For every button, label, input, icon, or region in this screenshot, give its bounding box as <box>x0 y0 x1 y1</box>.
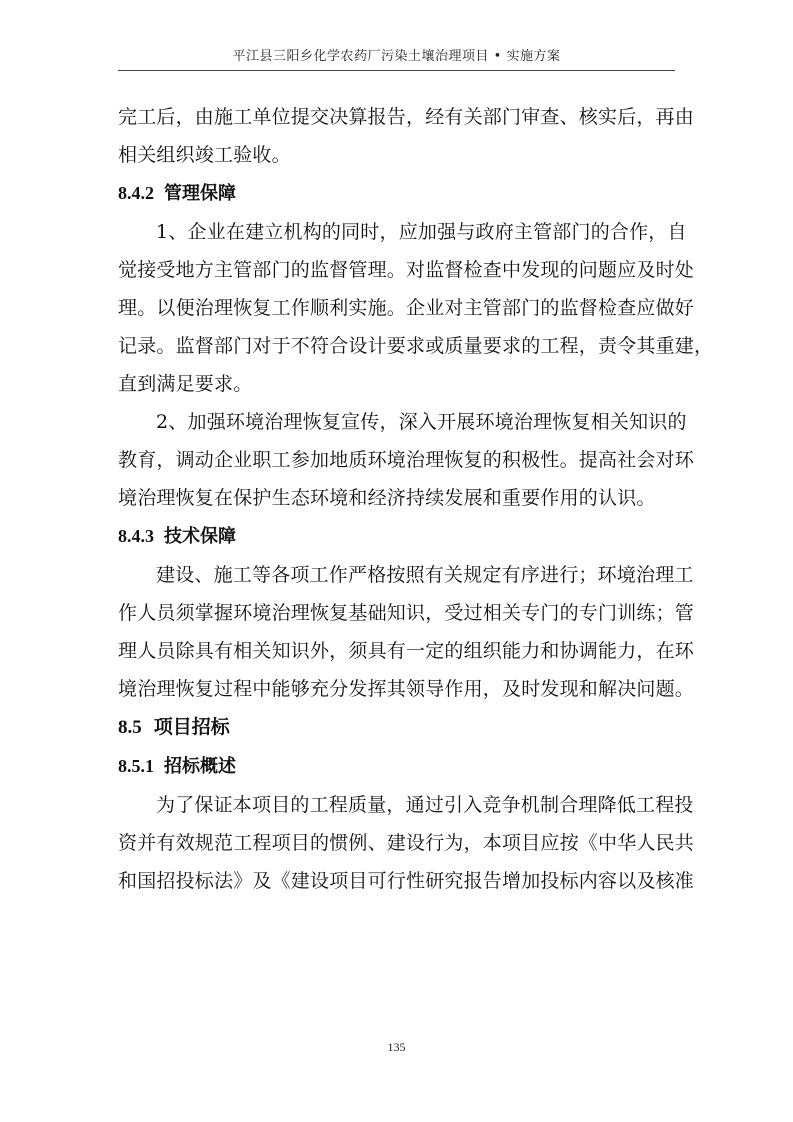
bidding-overview-paragraph <box>118 786 695 900</box>
section-title: 项目招标 <box>153 716 230 738</box>
text-line: 为了保证本项目的工程质量，通过引入竞争机制合理降低工程投 <box>156 794 694 816</box>
page-footer <box>0 1040 793 1055</box>
section-heading-8-5-1 <box>118 747 678 786</box>
text-line: 境治理恢复在保护生态环境和经济持续发展和重要作用的认识。 <box>118 487 656 509</box>
text-line: 建设、施工等各项工作严格按照有关规定有序进行；环境治理工 <box>156 564 694 586</box>
section-title: 招标概述 <box>164 756 236 777</box>
text-line: 1、企业在建立机构的同时，应加强与政府主管部门的合作，自 <box>156 221 687 243</box>
text-line: 2、加强环境治理恢复宣传，深入开展环境治理恢复相关知识的 <box>156 411 687 433</box>
section-number: 8.4.3 <box>118 526 154 546</box>
intro-paragraph <box>118 98 695 174</box>
text-line: 记录。监督部门对于不符合设计要求或质量要求的工程，责令其重建， <box>118 335 714 357</box>
section-title: 技术保障 <box>164 526 236 547</box>
technical-paragraph <box>118 556 695 708</box>
section-number: 8.5 <box>118 717 142 738</box>
section-title: 管理保障 <box>164 183 236 204</box>
text-line: 理人员除具有相关知识外，须具有一定的组织能力和协调能力，在环 <box>118 640 695 662</box>
section-heading-8-4-3 <box>118 517 678 556</box>
text-line: 觉接受地方主管部门的监督管理。对监督检查中发现的问题应及时处 <box>118 259 695 281</box>
text-line: 和国招投标法》及《建设项目可行性研究报告增加投标内容以及核准 <box>118 870 695 892</box>
text-line: 境治理恢复过程中能够充分发挥其领导作用，及时发现和解决问题。 <box>118 678 695 700</box>
page-body <box>118 98 714 900</box>
section-number: 8.4.2 <box>118 183 154 203</box>
text-line: 完工后，由施工单位提交决算报告，经有关部门审查、核实后，再由 <box>118 106 695 128</box>
text-line: 直到满足要求。 <box>118 373 253 395</box>
text-line: 资并有效规范工程项目的惯例、建设行为，本项目应按《中华人民共 <box>118 832 695 854</box>
management-paragraph-1 <box>118 213 714 403</box>
header-title: 平江县三阳乡化学农药厂污染土壤治理项目 • 实施方案 <box>232 49 561 64</box>
page-number: 135 <box>387 1040 406 1054</box>
management-paragraph-2 <box>118 403 695 517</box>
text-line: 作人员须掌握环境治理恢复基础知识，受过相关专门的专门训练；管 <box>118 602 695 624</box>
section-heading-8-5 <box>118 708 678 747</box>
section-number: 8.5.1 <box>118 756 154 776</box>
text-line: 相关组织竣工验收。 <box>118 144 291 166</box>
text-line: 教育，调动企业职工参加地质环境治理恢复的积极性。提高社会对环 <box>118 449 695 471</box>
text-line: 理。以便治理恢复工作顺利实施。企业对主管部门的监督检查应做好 <box>118 297 695 319</box>
running-header <box>118 46 675 71</box>
section-heading-8-4-2 <box>118 174 678 213</box>
